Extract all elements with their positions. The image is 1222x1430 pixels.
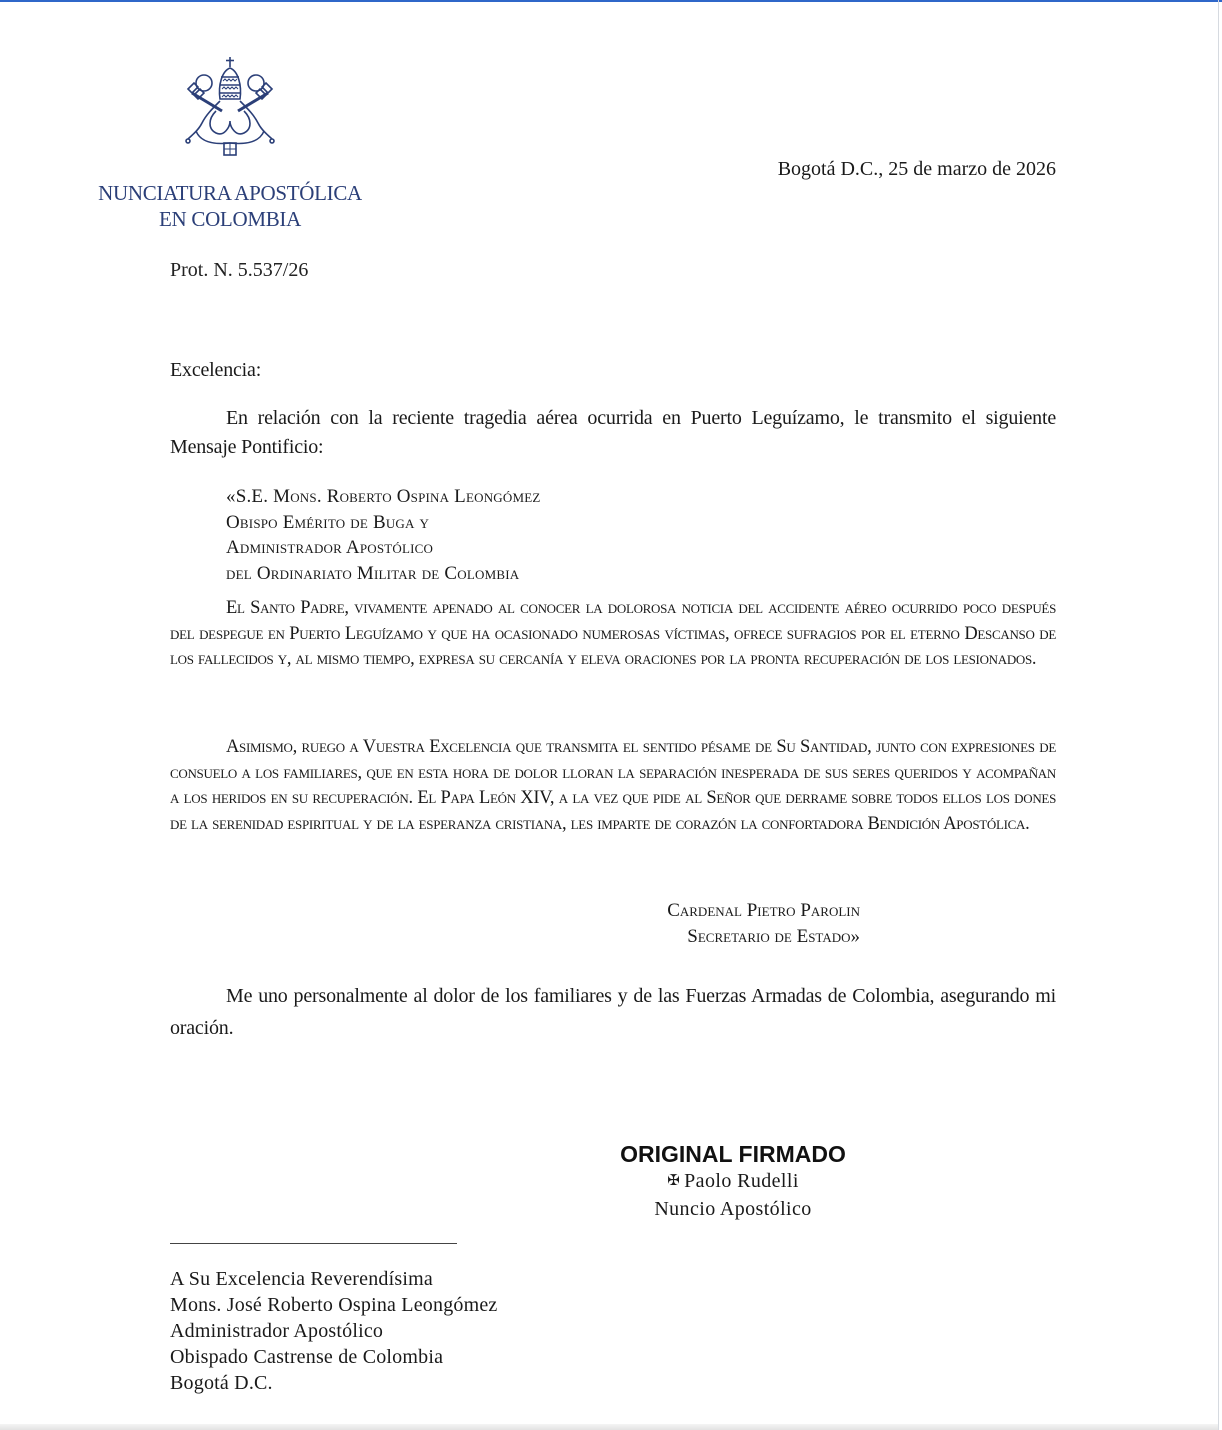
episcopal-cross-icon: ✠ bbox=[667, 1173, 681, 1189]
message-signer-title: Secretario de Estado» bbox=[687, 925, 860, 947]
salutation: Excelencia: bbox=[170, 359, 262, 381]
recipient-line: Obispado Castrense de Colombia bbox=[170, 1346, 444, 1368]
message-address bbox=[226, 484, 541, 586]
letter-date: Bogotá D.C., 25 de marzo de 2026 bbox=[777, 158, 1056, 180]
original-signed-label: ORIGINAL FIRMADO bbox=[620, 1141, 846, 1167]
org-name-line1: NUNCIATURA APOSTÓLICA bbox=[98, 181, 362, 205]
address-line: Administrador Apostólico bbox=[226, 537, 434, 558]
recipient-line: Mons. José Roberto Ospina Leongómez bbox=[170, 1294, 498, 1316]
signatory-name-line bbox=[583, 1168, 883, 1196]
signature-block bbox=[583, 1140, 883, 1222]
protocol-number: Prot. N. 5.537/26 bbox=[170, 259, 309, 281]
message-paragraph-1: El Santo Padre, vivamente apenado al conocer la dolorosa noticia del accidente aéreo ocurrido poco después del despegue en Puerto Leguízamo y que ha ocasionado numerosas víctimas, ofrece sufragios por el eterno Descanso de los fallecidos y, al mismo tiempo, expresa su cercanía y eleva oraciones por la pronta recuperación de los lesionados. bbox=[170, 598, 1056, 669]
recipient-separator bbox=[170, 1243, 457, 1244]
top-accent-bar bbox=[0, 0, 1222, 2]
recipient-line: Administrador Apostólico bbox=[170, 1320, 384, 1342]
intro-paragraph: En relación con la reciente tragedia aérea ocurrida en Puerto Leguízamo, le transmito el siguiente Mensaje Pontificio: bbox=[170, 407, 1056, 458]
organization-name bbox=[90, 180, 370, 232]
recipient-line: A Su Excelencia Reverendísima bbox=[170, 1268, 433, 1290]
signatory-title: Nuncio Apostólico bbox=[654, 1198, 812, 1220]
message-signer-name: Cardenal Pietro Parolin bbox=[667, 900, 860, 921]
page-bottom-edge bbox=[0, 1424, 1218, 1430]
recipient-line: Bogotá D.C. bbox=[170, 1372, 273, 1394]
closing-paragraph: Me uno personalmente al dolor de los familiares y de las Fuerzas Armadas de Colombia, asegurando mi oración. bbox=[170, 985, 1056, 1039]
page-edge-rule bbox=[1218, 0, 1219, 1430]
signatory-name: Paolo Rudelli bbox=[684, 1170, 799, 1192]
address-line: del Ordinariato Militar de Colombia bbox=[226, 562, 520, 584]
papal-crest-icon bbox=[182, 55, 278, 157]
address-line: «S.E. Mons. Roberto Ospina Leongómez bbox=[226, 486, 541, 507]
address-line: Obispo Emérito de Buga y bbox=[226, 511, 430, 533]
message-paragraph-2: Asimismo, ruego a Vuestra Excelencia que transmita el sentido pésame de Su Santidad, junto con expresiones de consuelo a los familiares, que en esta hora de dolor lloran la separación inesperada de sus seres queridos y acompañan a los heridos en su recuperación. El Papa León XIV, a la vez que pide al Señor que derrame sobre todos ellos los dones de la serenidad espiritual y de la esperanza cristiana, les imparte de corazón la confortadora Bendición Apostólica. bbox=[170, 737, 1056, 834]
recipient-block bbox=[170, 1266, 498, 1396]
message-signer bbox=[560, 898, 860, 949]
org-name-line2: EN COLOMBIA bbox=[159, 207, 301, 231]
